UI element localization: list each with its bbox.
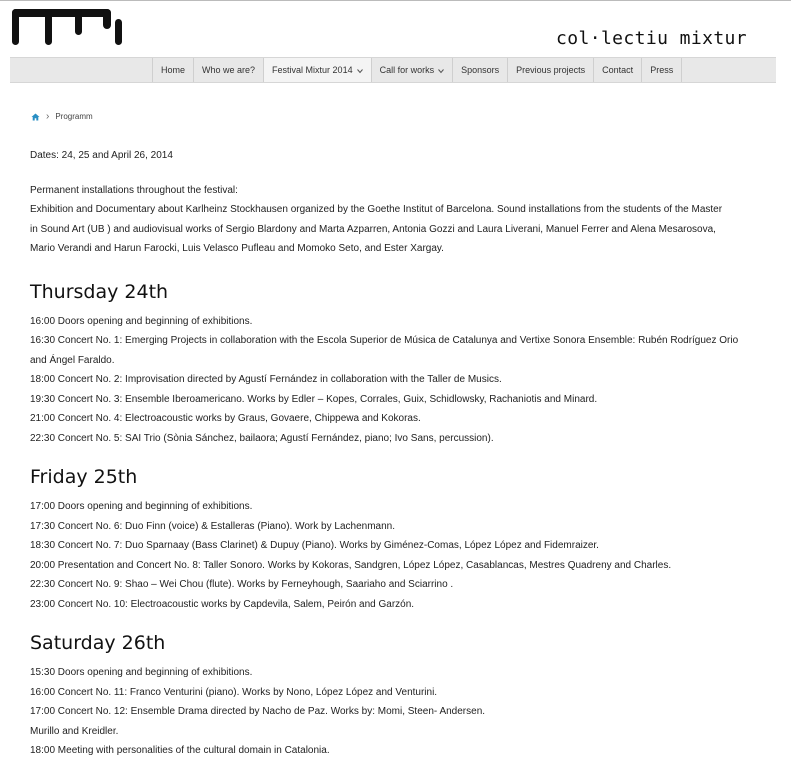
nav-who-we-are[interactable] xyxy=(194,58,264,82)
day-saturday xyxy=(30,622,765,761)
nav-label: Festival Mixtur 2014 xyxy=(272,65,353,75)
event-line: 23:00 Concert No. 10: Electroacoustic works by Capdevila, Salem, Peirón and Garzón. xyxy=(30,598,415,610)
nav-label: Press xyxy=(650,65,674,75)
nav-label: Previous projects xyxy=(516,65,586,75)
festival-dates: Dates: 24, 25 and April 26, 2014 xyxy=(30,150,173,161)
event-line: 22:30 Concert No. 5: SAI Trio (Sònia Sánchez, bailaora; Agustí Fernández, piano; Ivo Sans, percussion). xyxy=(30,432,494,444)
day-friday xyxy=(30,456,765,614)
event-line: 16:00 Concert No. 11: Franco Venturini (piano). Works by Nono, López López and Venturini. xyxy=(30,686,438,698)
day-heading: Saturday 26th xyxy=(30,632,166,654)
breadcrumb-current: Programm xyxy=(55,112,93,121)
event-line: 17:30 Concert No. 6: Duo Finn (voice) & Estalleras (Piano). Work by Lachenmann. xyxy=(30,520,395,532)
chevron-down-icon xyxy=(357,68,363,74)
nav-label: Call for works xyxy=(379,65,435,75)
event-line: 16:30 Concert No. 1: Emerging Projects in collaboration with the Escola Superior de Música de Catalunya and Vertixe Sonora Ensemble: Rubén Rodríguez Orio xyxy=(30,335,739,346)
event-line: Murillo and Kreidler. xyxy=(30,725,119,737)
day-heading: Friday 25th xyxy=(30,466,138,488)
nav-label: Sponsors xyxy=(461,65,500,75)
chevron-down-icon xyxy=(438,68,444,74)
event-line: and Ángel Faraldo. xyxy=(30,354,115,366)
mixtur-logo-icon[interactable] xyxy=(11,5,123,47)
event-line: 18:30 Concert No. 7: Duo Sparnaay (Bass Clarinet) & Dupuy (Piano). Works by Giménez-Comas, López López and Fidemraizer. xyxy=(30,540,599,551)
event-line: 15:30 Doors opening and beginning of exhibitions. xyxy=(30,667,253,678)
event-line: 18:00 Meeting with personalities of the cultural domain in Catalonia. xyxy=(30,745,330,756)
nav-call-for-works[interactable] xyxy=(372,58,454,82)
day-thursday xyxy=(30,271,765,449)
event-line: 21:00 Concert No. 4: Electroacoustic works by Graus, Govaere, Chippewa and Kokoras. xyxy=(30,413,421,424)
site-title[interactable]: col·lectiu mixtur xyxy=(556,28,748,49)
nav-sponsors[interactable] xyxy=(453,58,508,82)
event-line: 20:00 Presentation and Concert No. 8: Taller Sonoro. Works by Kokoras, Sandgren, López López, Casablancas, Mestres Quadreny and Charles. xyxy=(30,559,672,571)
event-line: 22:30 Concert No. 9: Shao – Wei Chou (flute). Works by Ferneyhough, Saariaho and Sciarrino . xyxy=(30,579,454,590)
top-border xyxy=(0,0,791,1)
breadcrumb-separator: › xyxy=(46,111,50,122)
intro-text xyxy=(30,181,765,259)
nav-festival-mixtur-2014[interactable] xyxy=(264,58,372,82)
event-line: 17:00 Concert No. 12: Ensemble Drama directed by Nacho de Paz. Works by: Momi, Steen- Andersen. xyxy=(30,706,486,717)
nav-label: Who we are? xyxy=(202,65,256,75)
event-line: 19:30 Concert No. 3: Ensemble Iberoamericano. Works by Edler – Kopes, Corrales, Guix, Schidlowsky, Rachaniotis and Minard. xyxy=(30,393,598,405)
nav-label: Contact xyxy=(602,65,634,75)
event-line: 17:00 Doors opening and beginning of exhibitions. xyxy=(30,501,253,512)
intro-line: Permanent installations throughout the festival: xyxy=(30,184,238,196)
nav-previous-projects[interactable] xyxy=(508,58,594,82)
intro-line: Exhibition and Documentary about Karlheinz Stockhausen organized by the Goethe Institut of Barcelona. Sound installations from the students of the Master xyxy=(30,204,723,215)
event-line: 18:00 Concert No. 2: Improvisation directed by Agustí Fernández in collaboration with the Taller de Musics. xyxy=(30,374,502,385)
intro-line: Mario Verandi and Harun Farocki, Luis Velasco Pufleau and Momoko Seto, and Ester Xargay. xyxy=(30,243,444,254)
nav-label: Home xyxy=(161,65,186,75)
nav-press[interactable] xyxy=(642,58,682,82)
nav-home[interactable] xyxy=(152,58,194,82)
day-heading: Thursday 24th xyxy=(30,280,169,303)
intro-line: in Sound Art (UB ) and audiovisual works of Sergio Blardony and Marta Azparren, Antonia Gozzi and Laura Liverani, Manuel Ferrer and Alena Mesarosova, xyxy=(30,223,716,235)
event-line: 16:00 Doors opening and beginning of exhibitions. xyxy=(30,315,253,327)
nav-contact[interactable] xyxy=(594,58,642,82)
main-navigation xyxy=(10,57,776,83)
breadcrumb xyxy=(31,111,93,122)
home-icon[interactable] xyxy=(31,113,40,121)
programme-content xyxy=(30,146,765,769)
